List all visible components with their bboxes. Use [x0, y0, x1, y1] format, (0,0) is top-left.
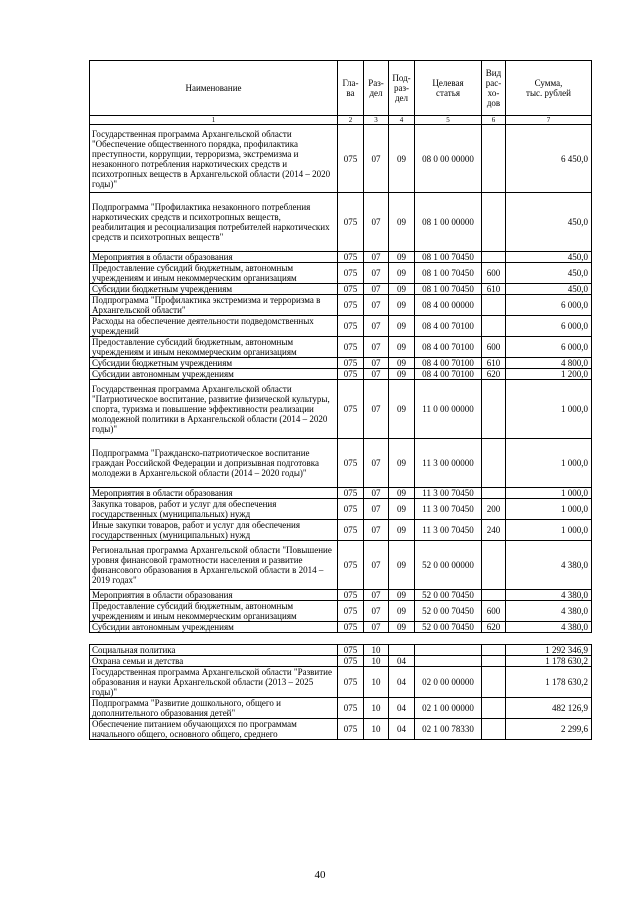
row-name: Расходы на обеспечение деятельности подведомственных учреждений [90, 316, 338, 337]
row-name: Субсидии бюджетным учреждениям [90, 358, 338, 369]
row-celevaya-statya: 08 1 00 00000 [415, 193, 482, 252]
row-summa: 1 000,0 [506, 380, 592, 439]
row-razdel: 07 [364, 337, 389, 358]
row-glava: 075 [338, 316, 364, 337]
table-row [90, 369, 592, 380]
header-razdel: Раз- дел [364, 61, 389, 116]
row-celevaya-statya: 11 3 00 70450 [415, 499, 482, 520]
table-row [90, 295, 592, 316]
row-glava: 075 [338, 499, 364, 520]
row-celevaya-statya: 11 3 00 70450 [415, 520, 482, 541]
row-glava: 075 [338, 284, 364, 295]
row-summa: 1 178 630,2 [506, 667, 592, 698]
row-razdel: 07 [364, 499, 389, 520]
row-vid-rashodov [482, 295, 506, 316]
row-glava: 075 [338, 125, 364, 193]
row-glava: 075 [338, 337, 364, 358]
row-razdel: 07 [364, 439, 389, 488]
row-vid-rashodov: 600 [482, 263, 506, 284]
row-razdel: 07 [364, 380, 389, 439]
row-glava: 075 [338, 541, 364, 590]
row-glava: 075 [338, 601, 364, 622]
row-summa: 450,0 [506, 193, 592, 252]
row-podrazdel: 09 [389, 284, 415, 295]
row-celevaya-statya: 52 0 00 70450 [415, 622, 482, 633]
row-summa: 1 000,0 [506, 520, 592, 541]
row-summa: 4 380,0 [506, 622, 592, 633]
row-podrazdel: 09 [389, 520, 415, 541]
row-summa: 4 800,0 [506, 358, 592, 369]
row-name: Государственная программа Архангельской области "Развитие образования и науки Архангельской области (2013 – 2025 годы)" [90, 667, 338, 698]
row-vid-rashodov [482, 698, 506, 719]
row-name: Субсидии автономным учреждениям [90, 369, 338, 380]
row-name: Социальная политика [90, 645, 338, 656]
row-celevaya-statya: 08 1 00 70450 [415, 284, 482, 295]
row-vid-rashodov [482, 252, 506, 263]
spacer-cell [90, 633, 592, 645]
row-celevaya-statya: 52 0 00 70450 [415, 601, 482, 622]
row-name: Предоставление субсидий бюджетным, автономным учреждениям и иным некоммерческим организациям [90, 337, 338, 358]
table-row [90, 193, 592, 252]
row-podrazdel: 09 [389, 358, 415, 369]
row-summa: 6 000,0 [506, 295, 592, 316]
table-row [90, 358, 592, 369]
row-vid-rashodov: 200 [482, 499, 506, 520]
table-row [90, 656, 592, 667]
table-row [90, 541, 592, 590]
table-row [90, 439, 592, 488]
row-razdel: 07 [364, 590, 389, 601]
row-razdel: 07 [364, 316, 389, 337]
row-razdel: 07 [364, 358, 389, 369]
row-vid-rashodov [482, 541, 506, 590]
row-glava: 075 [338, 439, 364, 488]
row-glava: 075 [338, 622, 364, 633]
table-row [90, 601, 592, 622]
row-celevaya-statya: 08 4 00 70100 [415, 358, 482, 369]
row-name: Предоставление субсидий бюджетным, автономным учреждениям и иным некоммерческим организациям [90, 263, 338, 284]
table-header-row [90, 61, 592, 116]
row-razdel: 07 [364, 369, 389, 380]
header-podrazdel: Под- раз- дел [389, 61, 415, 116]
row-razdel: 07 [364, 541, 389, 590]
row-vid-rashodov [482, 590, 506, 601]
header-name: Наименование [90, 61, 338, 116]
table-row [90, 263, 592, 284]
row-name: Предоставление субсидий бюджетным, автономным учреждениям и иным некоммерческим организациям [90, 601, 338, 622]
row-podrazdel [389, 645, 415, 656]
row-summa: 1 000,0 [506, 499, 592, 520]
row-summa: 482 126,9 [506, 698, 592, 719]
row-summa: 1 178 630,2 [506, 656, 592, 667]
row-razdel: 07 [364, 263, 389, 284]
table-row [90, 316, 592, 337]
row-celevaya-statya: 08 1 00 70450 [415, 252, 482, 263]
row-razdel: 10 [364, 719, 389, 740]
row-podrazdel: 09 [389, 488, 415, 499]
header-glava: Гла- ва [338, 61, 364, 116]
row-podrazdel: 09 [389, 622, 415, 633]
col-number: 7 [506, 116, 592, 125]
row-glava: 075 [338, 719, 364, 740]
header-celevaya-statya: Целевая статья [415, 61, 482, 116]
row-summa: 1 200,0 [506, 369, 592, 380]
table-row [90, 520, 592, 541]
row-name: Мероприятия в области образования [90, 252, 338, 263]
table-row [90, 645, 592, 656]
row-vid-rashodov [482, 439, 506, 488]
row-glava: 075 [338, 656, 364, 667]
row-podrazdel: 09 [389, 541, 415, 590]
row-glava: 075 [338, 667, 364, 698]
row-podrazdel: 04 [389, 719, 415, 740]
row-vid-rashodov: 600 [482, 601, 506, 622]
row-celevaya-statya: 08 1 00 70450 [415, 263, 482, 284]
row-summa: 2 299,6 [506, 719, 592, 740]
row-vid-rashodov [482, 656, 506, 667]
row-podrazdel: 04 [389, 667, 415, 698]
table-row [90, 590, 592, 601]
table-row [90, 667, 592, 698]
row-name: Государственная программа Архангельской области "Обеспечение общественного порядка, профилактика преступности, коррупции, терроризма, экстремизма и незаконного потребления наркотических средств и психотропных веществ в Архангельской области (2014 – 2020 годы)" [90, 125, 338, 193]
row-name: Государственная программа Архангельской области "Патриотическое воспитание, развитие физической культуры, спорта, туризма и повышение эффективности реализации молодежной политики в Архангельской области (2014 – 2020 годы)" [90, 380, 338, 439]
row-podrazdel: 09 [389, 380, 415, 439]
table-row [90, 698, 592, 719]
table-body [90, 125, 592, 740]
row-summa: 450,0 [506, 263, 592, 284]
row-podrazdel: 09 [389, 295, 415, 316]
row-vid-rashodov [482, 488, 506, 499]
row-summa: 1 000,0 [506, 439, 592, 488]
row-summa: 4 380,0 [506, 590, 592, 601]
table-spacer-row [90, 633, 592, 645]
row-razdel: 07 [364, 193, 389, 252]
row-glava: 075 [338, 520, 364, 541]
row-vid-rashodov [482, 719, 506, 740]
header-vid-rashodov: Вид рас- хо- дов [482, 61, 506, 116]
header-summa: Сумма, тыс. рублей [506, 61, 592, 116]
row-glava: 075 [338, 358, 364, 369]
row-podrazdel: 09 [389, 316, 415, 337]
row-glava: 075 [338, 380, 364, 439]
col-number: 4 [389, 116, 415, 125]
row-celevaya-statya: 02 1 00 00000 [415, 698, 482, 719]
row-name: Мероприятия в области образования [90, 590, 338, 601]
table-row [90, 488, 592, 499]
row-summa: 6 000,0 [506, 316, 592, 337]
row-vid-rashodov [482, 645, 506, 656]
row-podrazdel: 09 [389, 439, 415, 488]
row-glava: 075 [338, 645, 364, 656]
row-glava: 075 [338, 698, 364, 719]
budget-table [89, 60, 592, 740]
row-celevaya-statya [415, 645, 482, 656]
column-number-row [90, 116, 592, 125]
row-razdel: 10 [364, 698, 389, 719]
row-vid-rashodov [482, 316, 506, 337]
row-razdel: 07 [364, 295, 389, 316]
row-summa: 4 380,0 [506, 601, 592, 622]
row-celevaya-statya: 02 1 00 78330 [415, 719, 482, 740]
row-name: Подпрограмма "Гражданско-патриотическое воспитание граждан Российской Федерации и допризывная подготовка молодежи в Архангельской области (2014 – 2020 годы)" [90, 439, 338, 488]
row-razdel: 10 [364, 656, 389, 667]
row-razdel: 07 [364, 252, 389, 263]
row-podrazdel: 09 [389, 369, 415, 380]
row-summa: 6 000,0 [506, 337, 592, 358]
row-name: Субсидии автономным учреждениям [90, 622, 338, 633]
table-row [90, 499, 592, 520]
row-glava: 075 [338, 252, 364, 263]
row-podrazdel: 09 [389, 193, 415, 252]
row-celevaya-statya: 08 4 00 70100 [415, 369, 482, 380]
row-summa: 4 380,0 [506, 541, 592, 590]
table-row [90, 337, 592, 358]
page-number: 40 [314, 869, 326, 881]
row-razdel: 07 [364, 520, 389, 541]
row-vid-rashodov: 610 [482, 358, 506, 369]
row-celevaya-statya: 02 0 00 00000 [415, 667, 482, 698]
row-name: Подпрограмма "Профилактика экстремизма и терроризма в Архангельской области" [90, 295, 338, 316]
budget-table-container [89, 60, 591, 740]
row-celevaya-statya: 08 4 00 70100 [415, 337, 482, 358]
row-podrazdel: 09 [389, 125, 415, 193]
row-razdel: 07 [364, 601, 389, 622]
row-podrazdel: 04 [389, 656, 415, 667]
row-vid-rashodov [482, 380, 506, 439]
col-number: 2 [338, 116, 364, 125]
row-name: Подпрограмма "Развитие дошкольного, общего и дополнительного образования детей" [90, 698, 338, 719]
row-celevaya-statya [415, 656, 482, 667]
row-razdel: 10 [364, 645, 389, 656]
table-row [90, 380, 592, 439]
row-vid-rashodov: 620 [482, 622, 506, 633]
row-vid-rashodov [482, 667, 506, 698]
row-celevaya-statya: 11 3 00 70450 [415, 488, 482, 499]
row-vid-rashodov: 610 [482, 284, 506, 295]
row-celevaya-statya: 52 0 00 00000 [415, 541, 482, 590]
col-number: 5 [415, 116, 482, 125]
row-glava: 075 [338, 263, 364, 284]
row-celevaya-statya: 08 0 00 00000 [415, 125, 482, 193]
row-name: Региональная программа Архангельской области "Повышение уровня финансовой грамотности населения и развитие финансового образования в Архангельской области в 2014 – 2019 годах" [90, 541, 338, 590]
row-vid-rashodov [482, 193, 506, 252]
col-number: 1 [90, 116, 338, 125]
row-summa: 450,0 [506, 252, 592, 263]
row-celevaya-statya: 08 4 00 70100 [415, 316, 482, 337]
row-name: Обеспечение питанием обучающихся по программам начального общего, основного общего, среднего [90, 719, 338, 740]
row-name: Закупка товаров, работ и услуг для обеспечения государственных (муниципальных) нужд [90, 499, 338, 520]
row-glava: 075 [338, 488, 364, 499]
row-celevaya-statya: 11 3 00 00000 [415, 439, 482, 488]
row-podrazdel: 09 [389, 499, 415, 520]
row-celevaya-statya: 11 0 00 00000 [415, 380, 482, 439]
table-row [90, 622, 592, 633]
row-vid-rashodov [482, 125, 506, 193]
row-celevaya-statya: 52 0 00 70450 [415, 590, 482, 601]
row-vid-rashodov: 240 [482, 520, 506, 541]
row-vid-rashodov: 600 [482, 337, 506, 358]
row-name: Подпрограмма "Профилактика незаконного потребления наркотических средств и психотропных веществ, реабилитация и ресоциализация потребителей наркотических средств и психотропных веществ" [90, 193, 338, 252]
row-podrazdel: 09 [389, 337, 415, 358]
row-razdel: 07 [364, 488, 389, 499]
row-podrazdel: 04 [389, 698, 415, 719]
row-name: Субсидии бюджетным учреждениям [90, 284, 338, 295]
row-podrazdel: 09 [389, 590, 415, 601]
row-summa: 450,0 [506, 284, 592, 295]
row-glava: 075 [338, 369, 364, 380]
table-row [90, 719, 592, 740]
row-summa: 1 000,0 [506, 488, 592, 499]
row-podrazdel: 09 [389, 601, 415, 622]
row-razdel: 07 [364, 284, 389, 295]
row-celevaya-statya: 08 4 00 00000 [415, 295, 482, 316]
col-number: 3 [364, 116, 389, 125]
col-number: 6 [482, 116, 506, 125]
row-glava: 075 [338, 590, 364, 601]
row-razdel: 07 [364, 622, 389, 633]
row-name: Мероприятия в области образования [90, 488, 338, 499]
row-glava: 075 [338, 295, 364, 316]
row-podrazdel: 09 [389, 263, 415, 284]
row-name: Иные закупки товаров, работ и услуг для обеспечения государственных (муниципальных) нужд [90, 520, 338, 541]
table-row [90, 252, 592, 263]
row-glava: 075 [338, 193, 364, 252]
row-summa: 1 292 346,9 [506, 645, 592, 656]
row-vid-rashodov: 620 [482, 369, 506, 380]
table-row [90, 125, 592, 193]
table-row [90, 284, 592, 295]
row-razdel: 07 [364, 125, 389, 193]
row-podrazdel: 09 [389, 252, 415, 263]
row-razdel: 10 [364, 667, 389, 698]
row-name: Охрана семьи и детства [90, 656, 338, 667]
row-summa: 6 450,0 [506, 125, 592, 193]
